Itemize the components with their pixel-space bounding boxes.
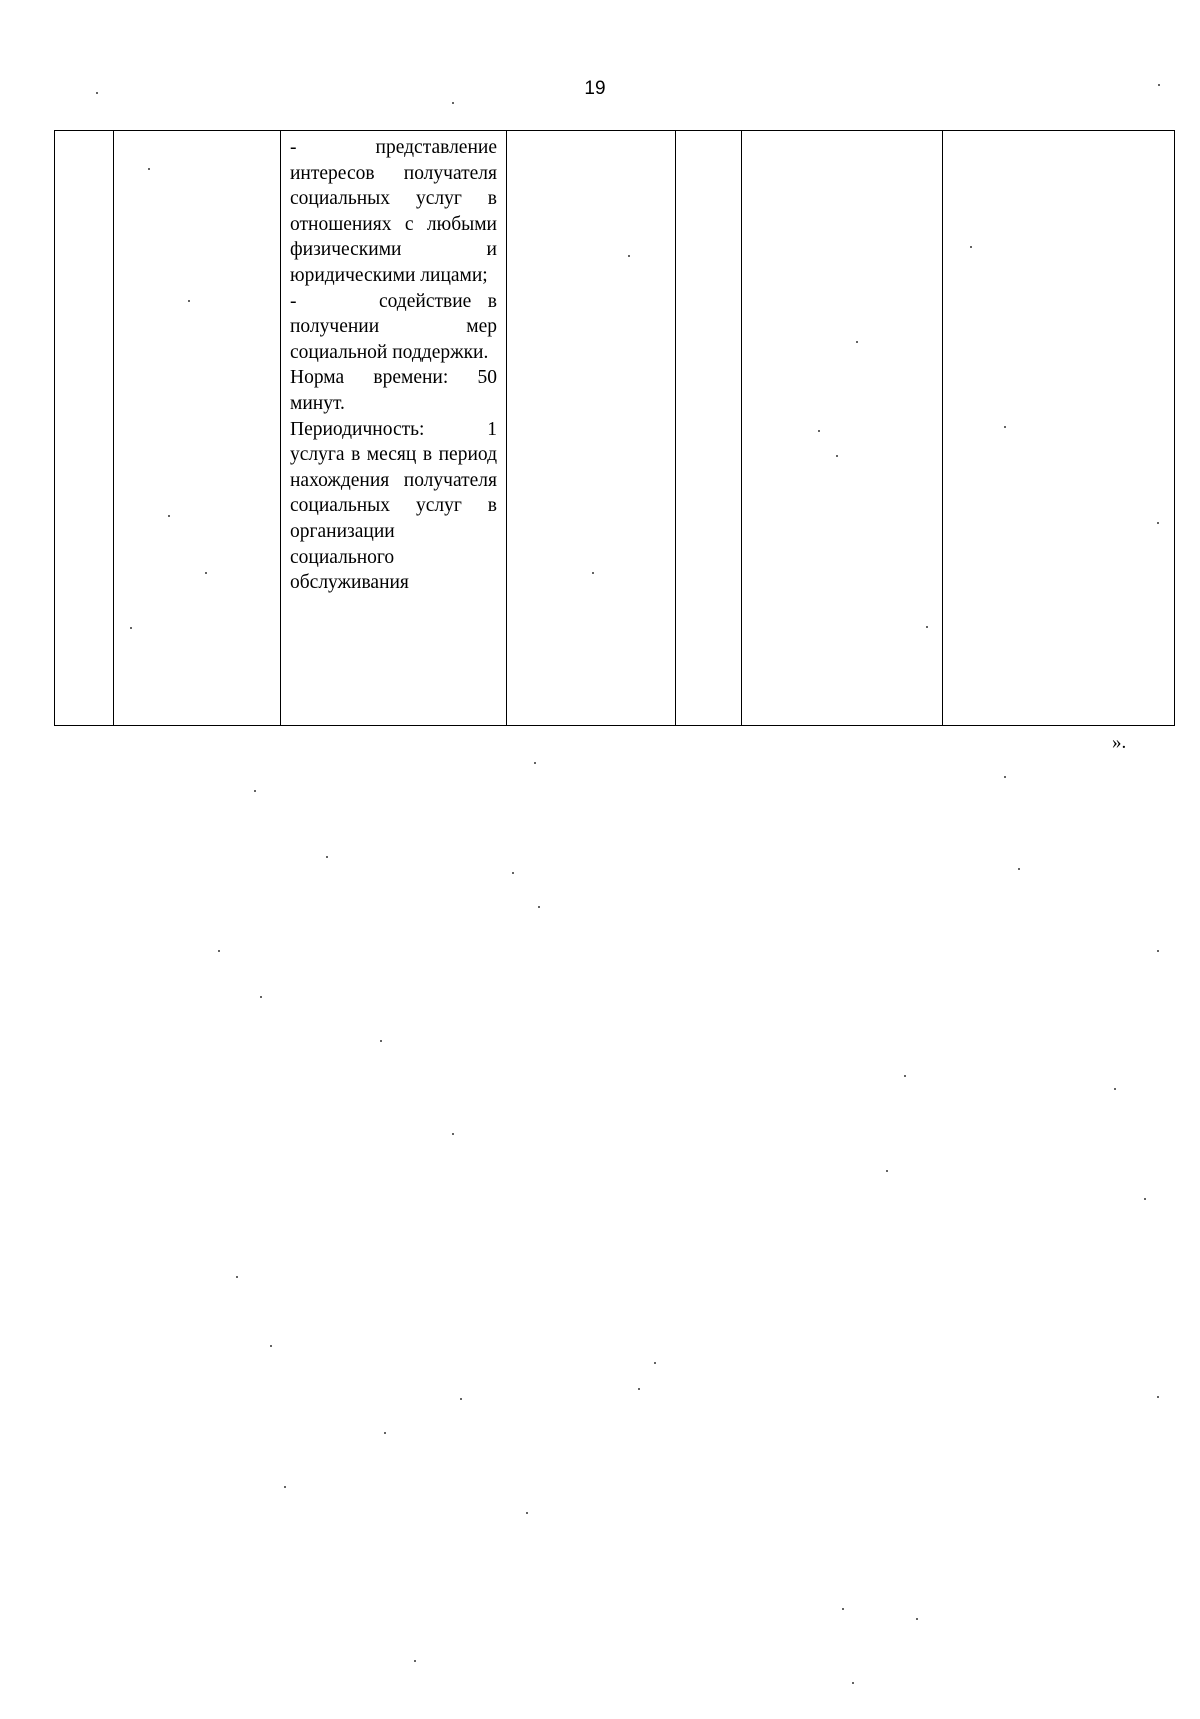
time-norm-paragraph: Норма времени: 50 минут. xyxy=(290,367,497,414)
service-table xyxy=(54,130,1175,726)
page-number: 19 xyxy=(584,78,606,99)
description-paragraph: - представление интересов получателя социальных услуг в отношениях с любыми физическими и юридическими лицами; xyxy=(290,137,497,286)
periodicity-paragraph: Периодичность: 1 услуга в месяц в период нахождения получателя социальных услуг в организации социального обслуживания xyxy=(290,418,497,594)
table-cell-empty xyxy=(676,131,742,726)
table-cell-service-description xyxy=(281,131,507,726)
table-cell-service-name xyxy=(114,131,281,726)
table-cell-empty xyxy=(742,131,943,726)
table-cell-empty xyxy=(943,131,1175,726)
description-paragraph: - содействие в получении мер социальной поддержки. xyxy=(290,290,497,363)
table-cell-empty xyxy=(507,131,676,726)
closing-quote: ». xyxy=(1112,732,1127,753)
table-row xyxy=(55,131,1175,726)
table-cell-number xyxy=(55,131,114,726)
